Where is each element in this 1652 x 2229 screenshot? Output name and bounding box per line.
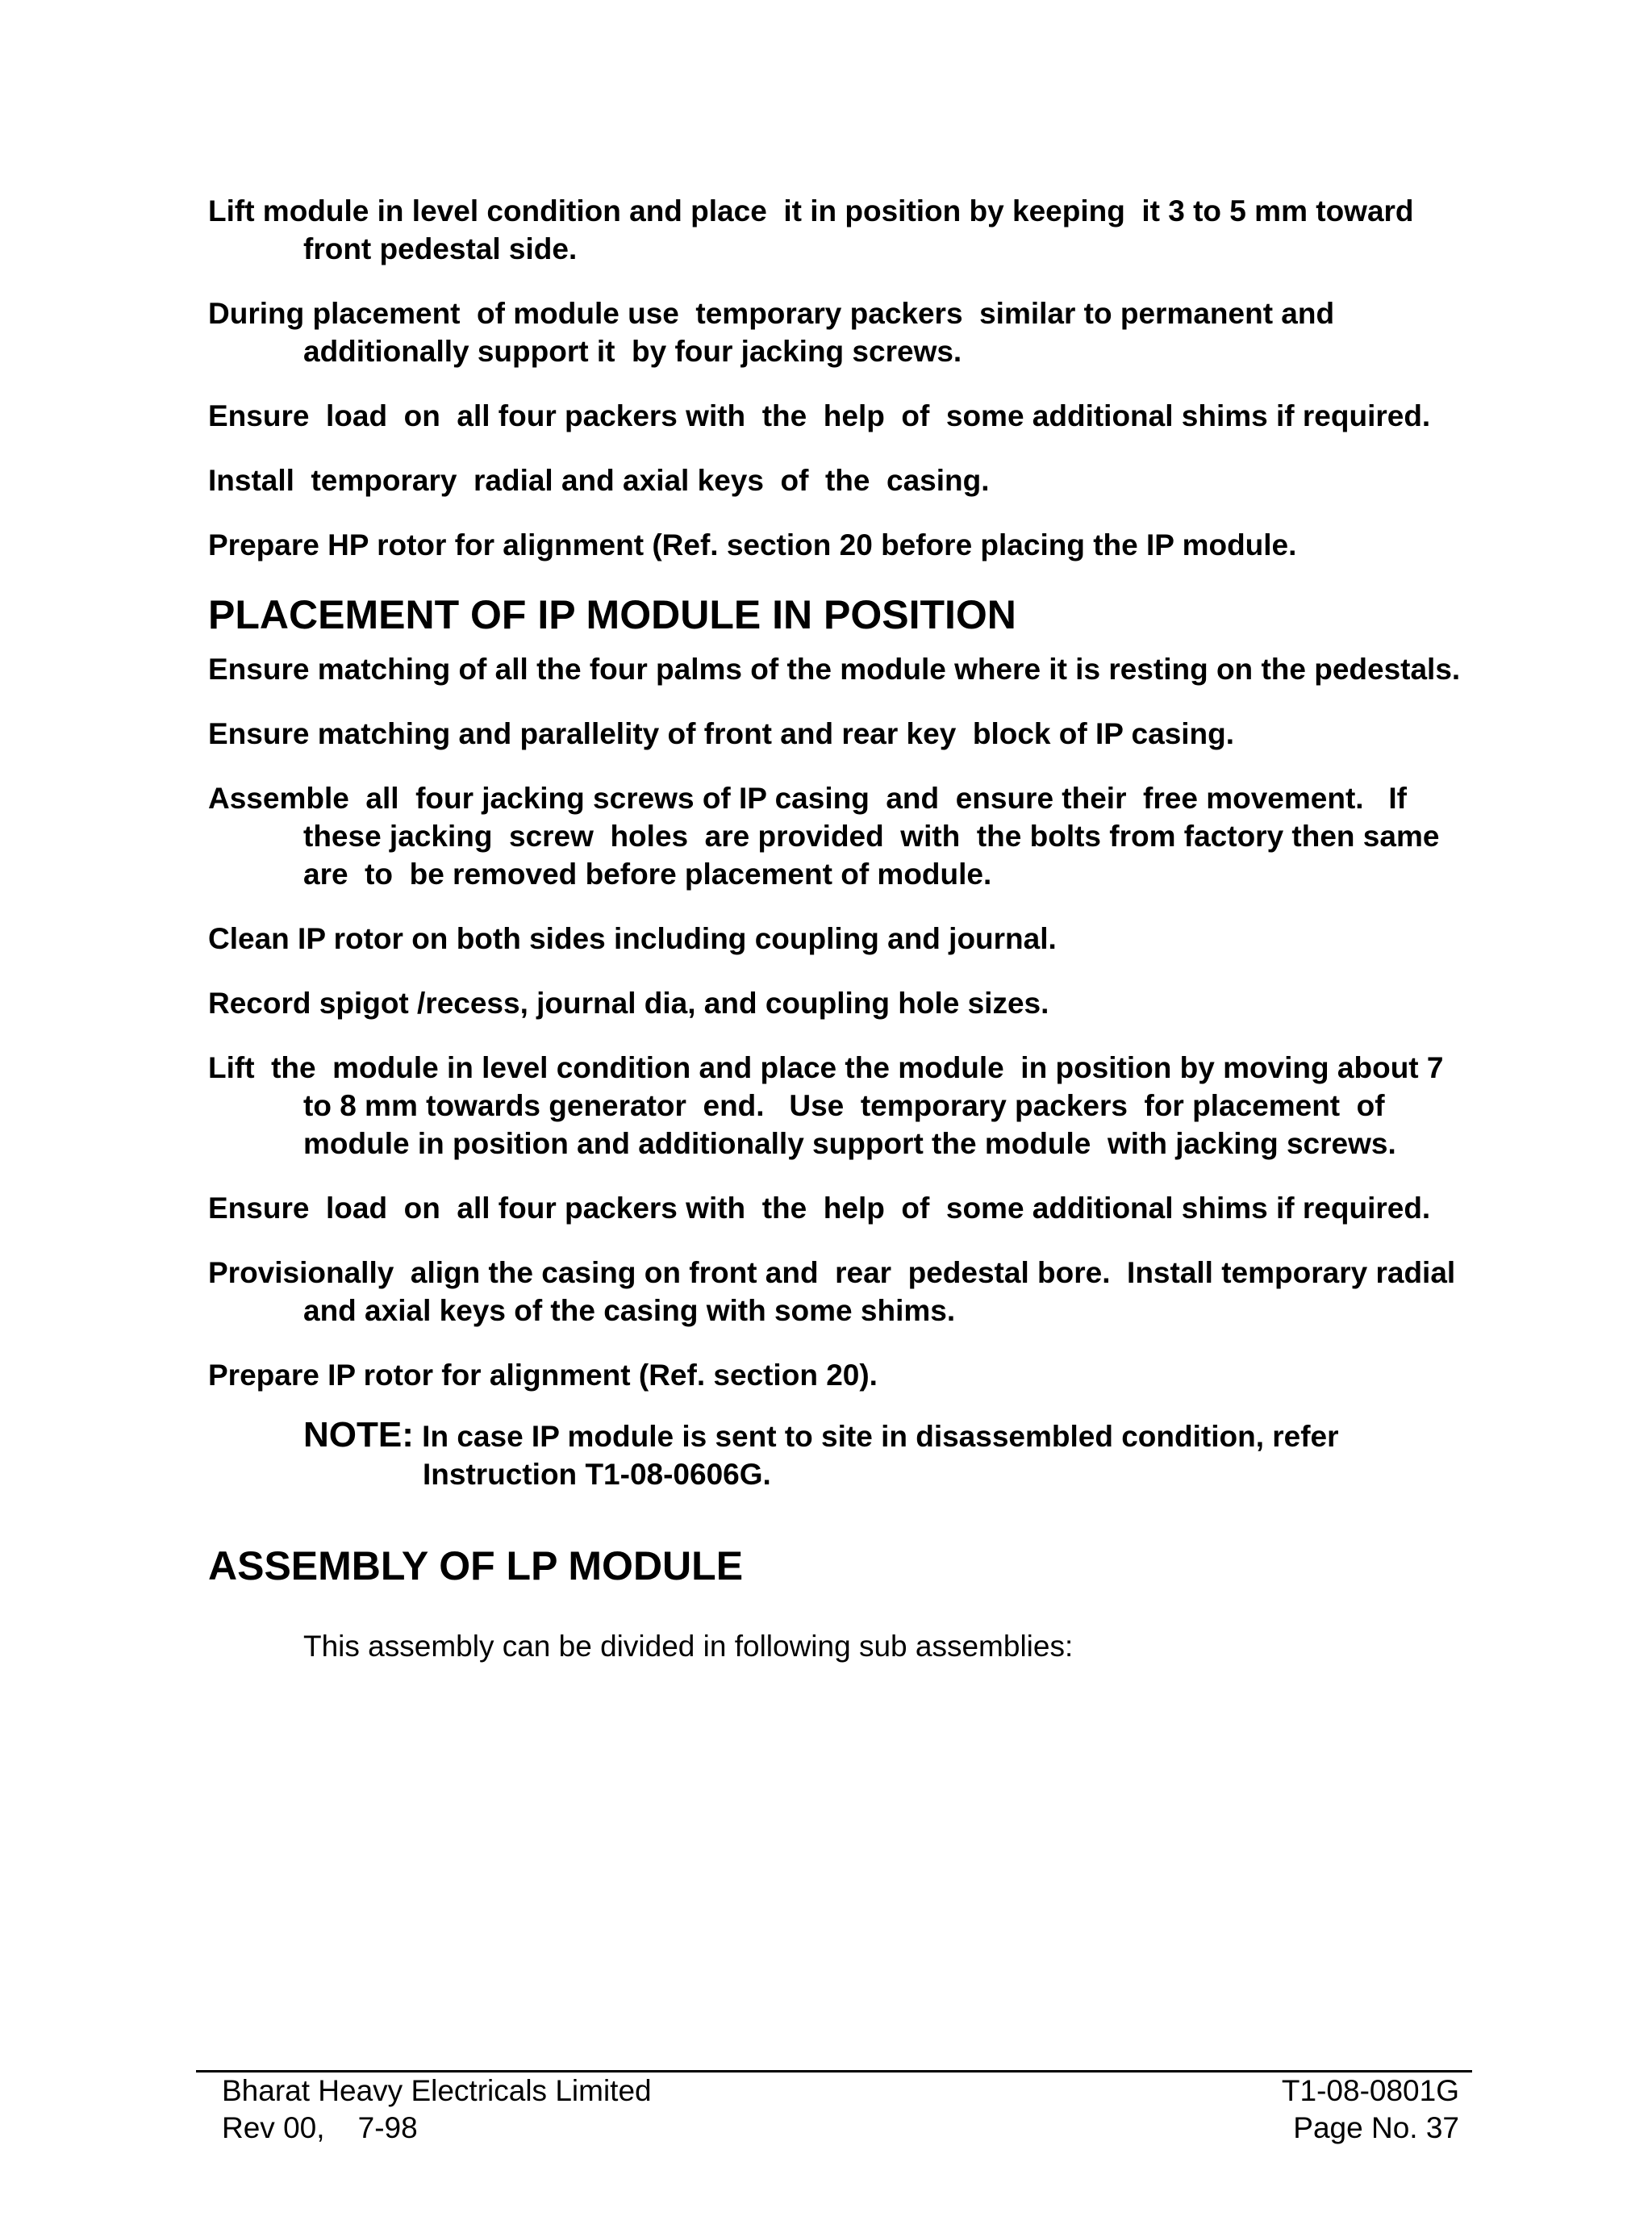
footer-page-number: Page No. 37 [1293,2111,1459,2144]
instruction-paragraph: During placement of module use temporary packers similar to permanent and additionally support it by four jacking screws. [208,297,1343,368]
instruction-paragraph: Ensure matching of all the four palms of the module where it is resting on the pedestals. [208,653,1461,686]
instruction-paragraph: Provisionally align the casing on front and rear pedestal bore. Install temporary radial and axial keys of the casing with some shims. [208,1256,1464,1327]
instruction-paragraph: Clean IP rotor on both sides including coupling and journal. [208,922,1057,955]
instruction-paragraph: Ensure load on all four packers with the help of some additional shims if required. [208,1192,1431,1225]
note-block [303,1416,1466,1493]
instruction-paragraph: Lift module in level condition and place it in position by keeping it 3 to 5 mm toward front pedestal side. [208,194,1422,265]
footer-revision: Rev 00, 7-98 [222,2111,418,2144]
note-text: In case IP module is sent to site in disassembled condition, refer Instruction T1-08-0606G. [422,1420,1339,1491]
instruction-paragraph: Install temporary radial and axial keys of the casing. [208,464,990,497]
instruction-paragraph: Prepare IP rotor for alignment (Ref. section 20). [208,1359,878,1392]
instruction-paragraph: Record spigot /recess, journal dia, and coupling hole sizes. [208,987,1049,1020]
section-heading-lp-module: ASSEMBLY OF LP MODULE [208,1543,744,1588]
note-label: NOTE: [303,1415,414,1455]
instruction-paragraph: Prepare HP rotor for alignment (Ref. section 20 before placing the IP module. [208,528,1297,561]
footer-company: Bharat Heavy Electricals Limited [222,2074,652,2107]
footer-row-top [196,2072,1472,2110]
document-body [208,192,1466,1665]
instruction-paragraph: Ensure load on all four packers with the help of some additional shims if required. [208,399,1431,432]
footer-doc-number: T1-08-0801G [1281,2074,1459,2107]
section-heading-ip-module: PLACEMENT OF IP MODULE IN POSITION [208,592,1016,637]
instruction-paragraph: Assemble all four jacking screws of IP casing and ensure their free movement. If these jacking screw holes are provided with the bolts from factory then same are to be removed before placement of module. [208,782,1448,891]
page-footer [196,2070,1472,2147]
instruction-paragraph: Lift the module in level condition and place the module in position by moving about 7 to 8 mm towards generator end. Use temporary packers for placement of module in position and additionally support the module with jacking screws. [208,1051,1452,1160]
instruction-paragraph: Ensure matching and parallelity of front and rear key block of IP casing. [208,717,1235,750]
footer-row-bottom [196,2110,1472,2147]
lp-intro-text: This assembly can be divided in following sub assemblies: [303,1630,1074,1663]
